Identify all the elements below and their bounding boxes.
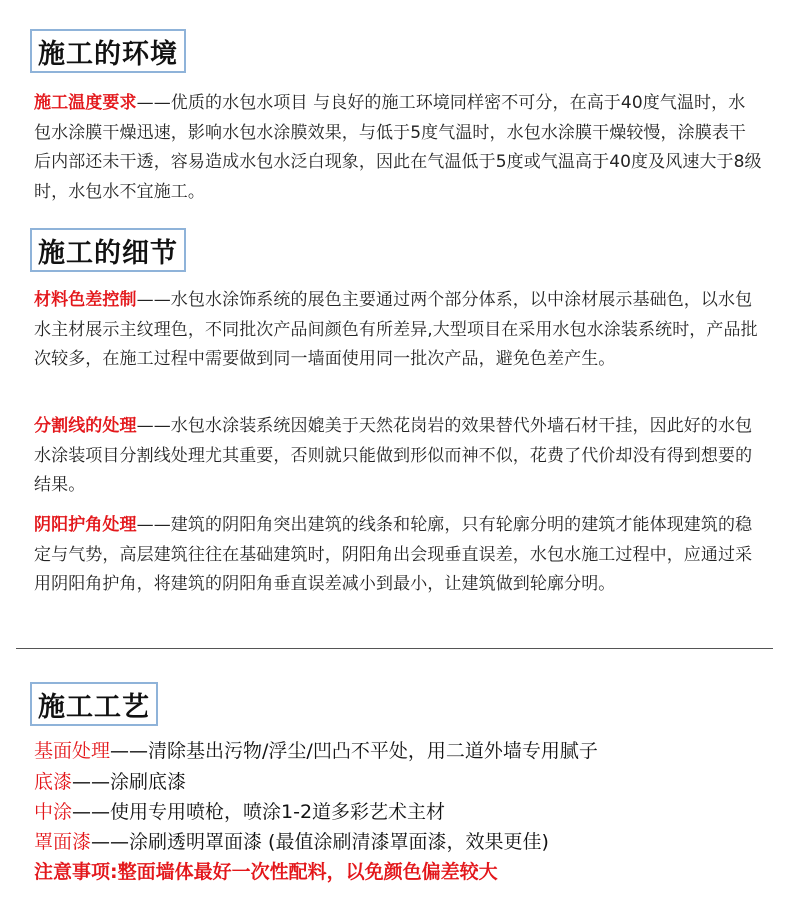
paragraph-label: 施工温度要求 <box>34 93 137 113</box>
section-heading-text: 施工工艺 <box>38 691 150 723</box>
section-divider <box>16 648 773 649</box>
craft-step-label: 底漆 <box>34 771 73 793</box>
craft-step-text: ——涂刷底漆 <box>72 771 187 793</box>
craft-note: 注意事项:整面墙体最好一次性配料，以免颜色偏差较大 <box>34 861 498 883</box>
craft-step-label: 罩面漆 <box>34 831 92 853</box>
paragraph-text: ——优质的水包水项目 与良好的施工环境同样密不可分，在高于40度气温时，水包水涂膜干燥迅速，影响水包水涂膜效果，与低于5度气温时，水包水涂膜干燥较慢，涂膜表干后内部还未干透，容易造成水包水泛白现象，因此在气温低于5度或气温高于40度及风速大于8级时，水包水不宜施工。 <box>34 93 762 202</box>
section-heading-text: 施工的细节 <box>38 237 178 269</box>
section-heading-details <box>30 228 186 272</box>
paragraph-text: ——水包水涂装系统因媲美于天然花岗岩的效果替代外墙石材干挂，因此好的水包水涂装项目分割线处理尤其重要，否则就只能做到形似而神不似，花费了代价却没有得到想要的结果。 <box>34 416 753 495</box>
paragraph-text: ——水包水涂饰系统的展色主要通过两个部分体系，以中涂材展示基础色，以水包水主材展示主纹理色，不同批次产品间颜色有所差异,大型项目在采用水包水涂装系统时，产品批次较多，在施工过程中需要做到同一墙面使用同一批次产品，避免色差产生。 <box>34 290 758 369</box>
craft-step-text: ——清除基出污物/浮尘/凹凸不平处，用二道外墙专用腻子 <box>110 740 598 762</box>
paragraph-corner-protection <box>34 511 762 600</box>
paragraph-temperature <box>34 89 762 207</box>
craft-step <box>34 799 774 826</box>
section-heading-environment <box>30 29 186 73</box>
craft-step <box>34 769 774 796</box>
paragraph-text: ——建筑的阴阳角突出建筑的线条和轮廓，只有轮廓分明的建筑才能体现建筑的稳定与气势，高层建筑往往在基础建筑时，阴阳角出会现垂直误差，水包水施工过程中，应通过采用阴阳角护角，将建筑的阴阳角垂直误差减小到最小，让建筑做到轮廓分明。 <box>34 515 753 594</box>
paragraph-split-line <box>34 412 762 501</box>
craft-step-label: 基面处理 <box>34 740 111 762</box>
paragraph-label: 材料色差控制 <box>34 290 137 310</box>
craft-step-label: 中涂 <box>34 801 73 823</box>
craft-step <box>34 829 774 856</box>
paragraph-label: 分割线的处理 <box>34 416 137 436</box>
craft-step <box>34 738 774 765</box>
craft-step-text: ——使用专用喷枪，喷涂1-2道多彩艺术主材 <box>72 801 446 823</box>
craft-step-text: ——涂刷透明罩面漆 (最值涂刷清漆罩面漆，效果更佳) <box>91 831 549 853</box>
paragraph-label: 阴阳护角处理 <box>34 515 137 535</box>
section-heading-craft <box>30 682 158 726</box>
section-heading-text: 施工的环境 <box>38 38 178 70</box>
paragraph-color-control <box>34 286 762 375</box>
